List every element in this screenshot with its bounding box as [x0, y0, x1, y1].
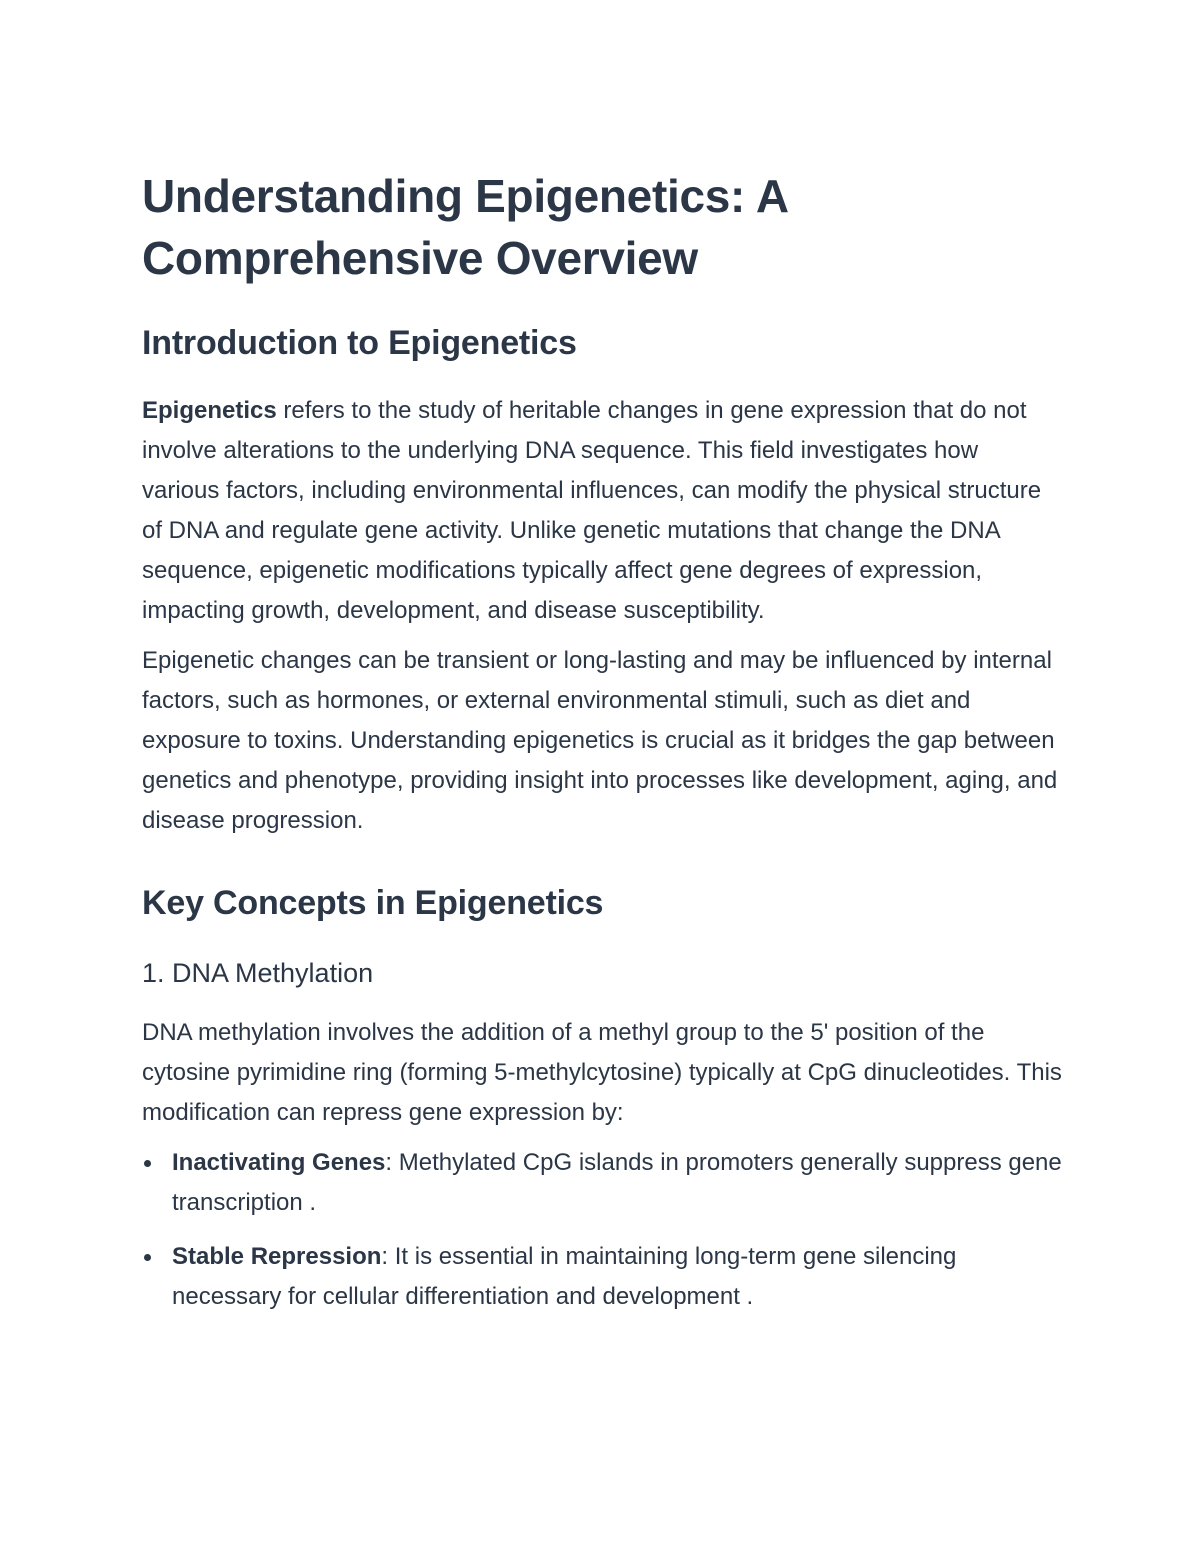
document-page: [142, 165, 1062, 1331]
intro-paragraph-1: [142, 391, 1062, 631]
intro-paragraph-2: Epigenetic changes can be transient or long-lasting and may be influenced by internal factors, such as hormones, or external environmental stimuli, such as diet and exposure to toxins. Understanding epigenetics is crucial as it bridges the gap between genetics and phenotype, providing insight into processes like development, aging, and disease progression.: [142, 647, 1058, 834]
term-epigenetics: Epigenetics: [142, 397, 277, 424]
dna-methylation-paragraph: DNA methylation involves the addition of a methyl group to the 5' position of the cytosine pyrimidine ring (forming 5-methylcytosine) typically at CpG dinucleotides. This modification can repress gene expression by:: [142, 1019, 1062, 1126]
list-item: [142, 1237, 1062, 1317]
bullet-label: Stable Repression: [172, 1243, 382, 1270]
bullet-icon: [144, 1160, 151, 1167]
section-heading-key-concepts: Key Concepts in Epigenetics: [142, 884, 604, 922]
bullet-icon: [144, 1254, 151, 1261]
bullet-text: : Methylated CpG islands in promoters generally suppress gene transcription .: [172, 1149, 1062, 1216]
dna-methylation-bullet-list: [142, 1143, 1062, 1317]
subsection-heading-dna-methylation: 1. DNA Methylation: [142, 958, 374, 988]
bullet-text: : It is essential in maintaining long-term gene silencing necessary for cellular differentiation and development .: [172, 1243, 957, 1310]
section-heading-introduction: Introduction to Epigenetics: [142, 324, 577, 362]
list-item: [142, 1143, 1062, 1223]
document-title: Understanding Epigenetics: A Comprehensive Overview: [142, 170, 788, 284]
intro-paragraph-1-text: refers to the study of heritable changes in gene expression that do not involve alterations to the underlying DNA sequence. This field investigates how various factors, including environmental influences, can modify the physical structure of DNA and regulate gene activity. Unlike genetic mutations that change the DNA sequence, epigenetic modifications typically affect gene degrees of expression, impacting growth, development, and disease susceptibility.: [142, 397, 1042, 624]
bullet-label: Inactivating Genes: [172, 1149, 386, 1176]
